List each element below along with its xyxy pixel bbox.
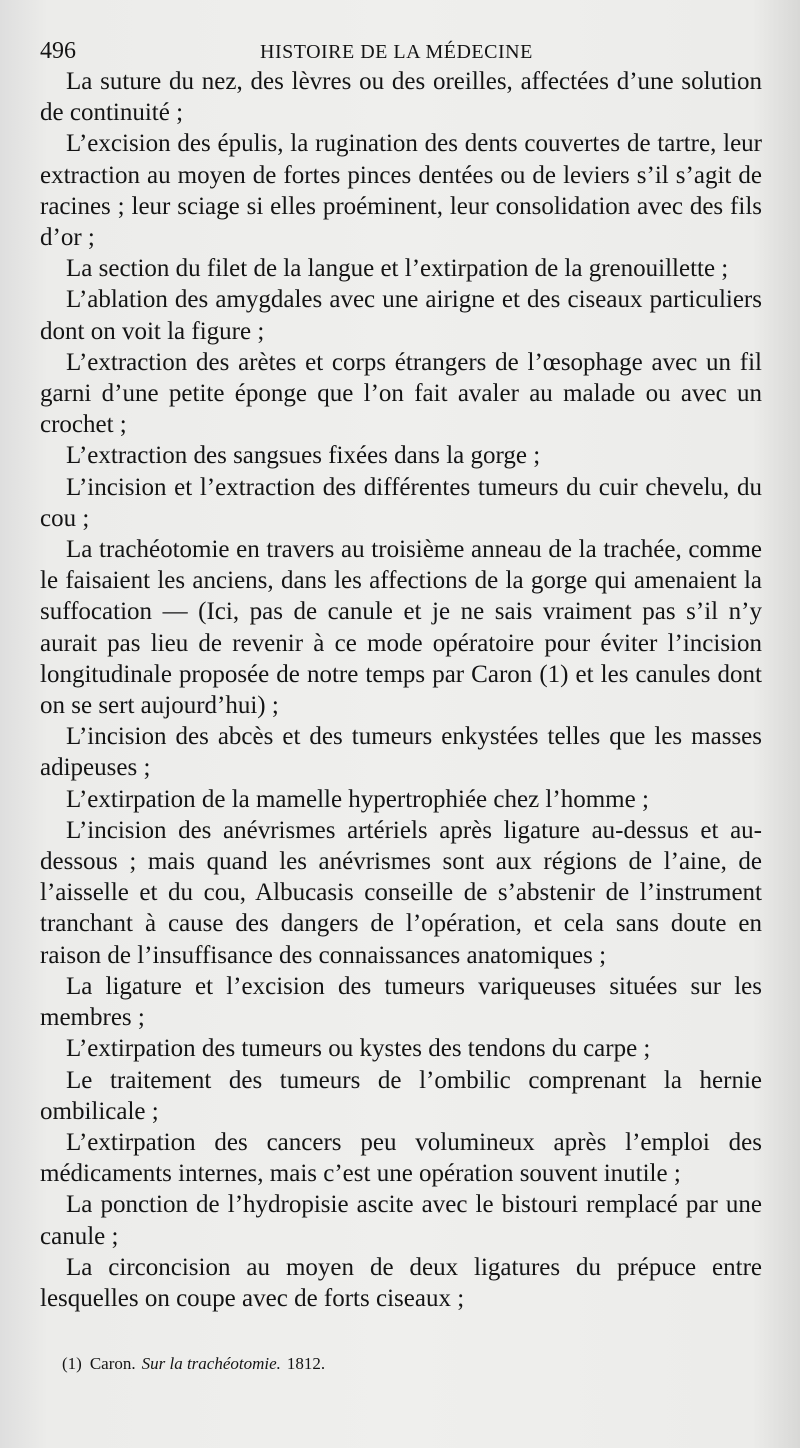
paragraph: Le traitement des tumeurs de l’ombilic comprenant la hernie ombilicale ; [40,1066,762,1125]
paragraph: La ligature et l’excision des tumeurs variqueuses situées sur les membres ; [40,972,762,1032]
paragraph: L’incision et l’extraction des différentes tumeurs du cuir chevelu, du cou ; [40,473,762,532]
paragraph: La section du filet de la langue et l’extirpation de la grenouillette ; [66,255,729,283]
paragraph: L’incision des abcès et des tumeurs enkystées telles que les masses adipeuses ; [40,723,762,782]
paragraph: L’extirpation des cancers peu volumineux après l’emploi des médicaments internes, mais c’est une opération souvent inutile ; [40,1128,762,1188]
page-header [40,36,760,66]
body-text [40,66,762,1314]
footnote-author: Caron. [89,1354,136,1373]
page-number: 496 [40,38,76,64]
paragraph: La circoncision au moyen de deux ligatures du prépuce entre lesquelles on coupe avec de forts ciseaux ; [40,1253,762,1312]
footnote-year: 1812. [286,1354,326,1373]
footnote-title: Sur la trachéotomie. [141,1354,281,1373]
paragraph: L’extirpation des tumeurs ou kystes des tendons du carpe ; [66,1035,651,1063]
paragraph: La suture du nez, des lèvres ou des oreilles, affectées d’une solution de continuité ; [40,68,762,127]
paragraph: L’excision des épulis, la rugination des dents couvertes de tartre, leur extraction au moyen de fortes pinces dentées ou de leviers s’il s’agit de racines ; leur sciage si elles proéminent, leur consolidation avec des fils d’or ; [40,130,762,252]
paragraph: L’incision des anévrismes artériels après ligature au-dessus et au-dessous ; mais quand les anévrismes sont aux régions de l’aine, de l’aisselle et du cou, Albucasis conseille de s’abstenir de l’instrument tranchant à cause des dangers de l’opération, et cela sans doute en raison de l’insuffisance des connaissances anatomiques ; [40,816,762,969]
running-head: HISTOIRE DE LA MÉDECINE [260,41,533,63]
paragraph: L’ablation des amygdales avec une airigne et des ciseaux particuliers dont on voit la figure ; [40,286,762,345]
footnote-marker: (1) [62,1354,82,1373]
paragraph: L’extirpation de la mamelle hypertrophiée chez l’homme ; [66,785,649,813]
paragraph: La ponction de l’hydropisie ascite avec le bistouri remplacé par une canule ; [40,1191,762,1250]
footnote [62,1352,762,1376]
paragraph: L’extraction des sangsues fixées dans la gorge ; [66,442,541,470]
paragraph: La trachéotomie en travers au troisième anneau de la trachée, comme le faisaient les anciens, dans les affections de la gorge qui amenaient la suffocation — (Ici, pas de canule et je ne sais vraiment pas s’il n’y aurait pas lieu de revenir à ce mode opératoire pour éviter l’incision longitudinale proposée de notre temps par Caron (1) et les canules dont on se sert aujourd’hui) ; [40,536,762,720]
paragraph: L’extraction des arètes et corps étrangers de l’œsophage avec un fil garni d’une petite éponge que l’on fait avaler au malade ou avec un crochet ; [40,348,762,439]
